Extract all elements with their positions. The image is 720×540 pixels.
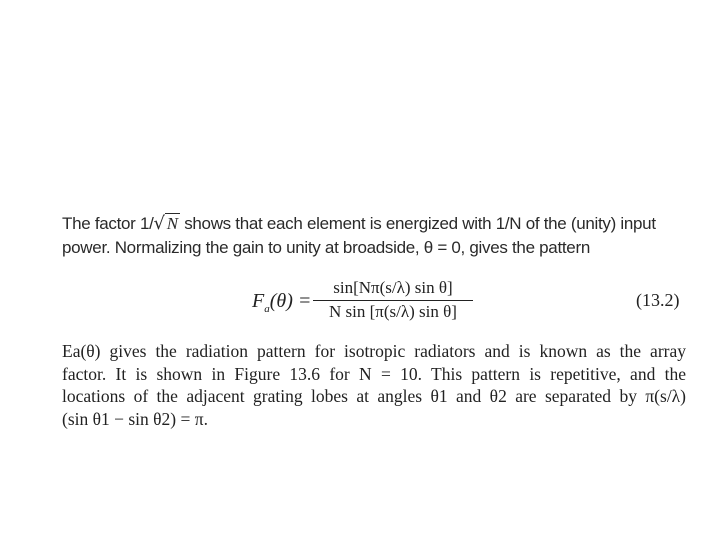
paragraph2-line2: factor. It is shown in Figure 13.6 for N = 10. This pattern is repetitive, and the — [62, 363, 686, 384]
equation-fraction — [313, 278, 473, 322]
equation-denominator: N sin [π(s/λ) sin θ] — [329, 302, 457, 321]
paragraph-array-factor-description — [62, 340, 686, 430]
paragraph1-line2: power. Normalizing the gain to unity at broadside, θ = 0, gives the pattern — [62, 238, 590, 257]
equation-13-2 — [0, 278, 720, 334]
equation-lhs-main: F — [252, 290, 265, 312]
paragraph1-line1-after: shows that each element is energized with 1/N of the (unity) input — [179, 214, 656, 233]
paragraph2-line3: locations of the adjacent grating lobes at angles θ1 and θ2 are separated by π(s/λ) — [62, 386, 686, 406]
paragraph1-line1-before: The factor 1/ — [62, 214, 154, 233]
paragraph1-line1 — [62, 212, 692, 236]
paragraph-array-factor-intro — [62, 212, 692, 260]
sqrt-argument: N — [166, 214, 178, 233]
sqrt-symbol: √ N — [153, 213, 178, 234]
equation-lhs — [252, 290, 311, 315]
equation-lhs-argument: (θ) = — [269, 290, 312, 312]
equation-number: (13.2) — [636, 290, 680, 310]
equation-numerator: sin[Nπ(s/λ) sin θ] — [333, 278, 453, 297]
equation-lhs-subscript: a — [264, 303, 270, 315]
paragraph2-line1: Ea(θ) gives the radiation pattern for isotropic radiators and is known as the array — [62, 341, 686, 361]
paragraph2-line4: (sin θ1 − sin θ2) = π. — [62, 408, 208, 429]
